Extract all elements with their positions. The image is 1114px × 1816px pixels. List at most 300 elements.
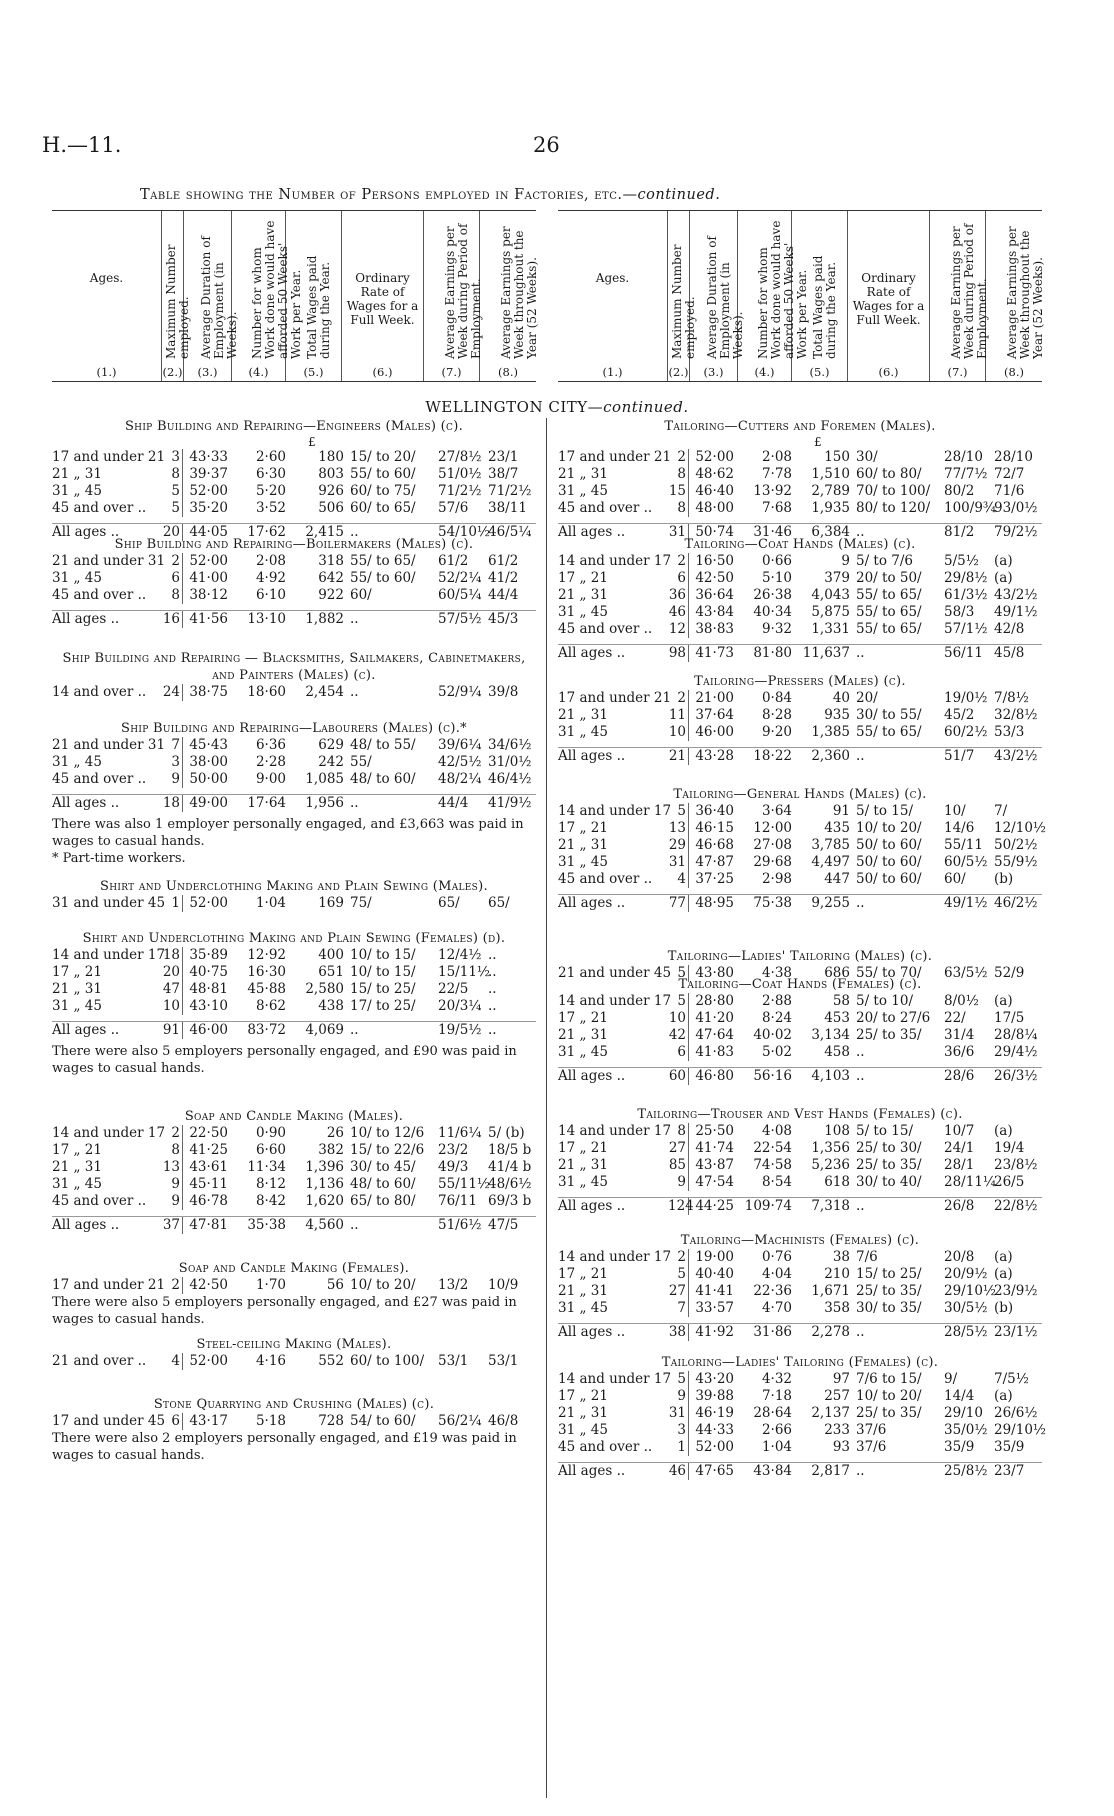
- cell-col-6: 70/ to 100/: [856, 483, 931, 499]
- cell-col-7: 36/6: [944, 1044, 975, 1060]
- cell-col-4: 5·10: [761, 570, 792, 586]
- cell-col-1: 31 and under 45: [52, 895, 166, 911]
- cell-col-3: 41·56: [189, 611, 228, 627]
- column-header-text: Average Earnings per Week during Period of Employment.: [442, 223, 483, 359]
- cell-col-1: 31 „ 45: [52, 483, 102, 499]
- cell-col-3: 47·87: [695, 854, 734, 870]
- column-header-text: Average Earnings per Week throughout the Year (52 Weeks).: [1005, 226, 1045, 359]
- cell-col-2: 31: [668, 1405, 689, 1422]
- cell-col-1: 45 and over ..: [52, 1193, 147, 1209]
- cell-col-7: 30/5½: [944, 1300, 988, 1316]
- section: [52, 1108, 536, 1238]
- cell-col-1: All ages ..: [52, 1022, 120, 1038]
- cell-col-7: 100/9¾: [944, 500, 996, 516]
- column-number: (2.): [668, 365, 689, 379]
- cell-col-3: 28·80: [695, 993, 734, 1009]
- cell-col-5: 11,637: [802, 645, 850, 661]
- cell-col-1: 31 „ 45: [558, 854, 608, 870]
- cell-col-2: 5: [162, 483, 183, 500]
- cell-col-1: 17 and under 21: [52, 449, 166, 465]
- column-header-label: [1006, 219, 1114, 359]
- cell-col-3: 43·80: [695, 965, 734, 981]
- table-row: [558, 707, 1042, 724]
- cell-col-2: 31: [668, 854, 689, 871]
- cell-col-2: 12: [668, 621, 689, 638]
- cell-col-1: 31 „ 45: [558, 1422, 608, 1438]
- cell-col-5: 2,580: [305, 981, 344, 997]
- cell-col-7: 54/10½: [438, 524, 490, 540]
- table-row: [558, 587, 1042, 604]
- cell-col-3: 37·64: [695, 707, 734, 723]
- table-row: [52, 1413, 536, 1430]
- column-header-label: Ages.: [595, 271, 630, 285]
- cell-col-3: 48·00: [695, 500, 734, 516]
- cell-col-4: 4·38: [761, 965, 792, 981]
- cell-col-2: 3: [668, 1422, 689, 1439]
- cell-col-3: 44·33: [695, 1422, 734, 1438]
- column-header-6: [848, 211, 930, 381]
- total-row: [52, 1021, 536, 1043]
- column-number: (4.): [754, 365, 775, 379]
- cell-col-5: 1,385: [811, 724, 850, 740]
- cell-col-8: (a): [994, 1388, 1013, 1404]
- cell-col-1: 14 and over ..: [52, 684, 147, 700]
- column-header-left: [52, 210, 539, 382]
- cell-col-6: 15/ to 25/: [856, 1266, 922, 1282]
- cell-col-4: 22·54: [753, 1140, 792, 1156]
- cell-col-5: 926: [318, 483, 344, 499]
- cell-col-4: 7·78: [761, 466, 792, 482]
- cell-col-3: 38·12: [189, 587, 228, 603]
- column-number: (8.): [1004, 365, 1024, 379]
- cell-col-1: 17 „ 21: [52, 964, 102, 980]
- cell-col-7: 10/7: [944, 1123, 975, 1139]
- table-row: [558, 483, 1042, 500]
- section-title: Ship Building and Repairing — Blacksmiths, Sailmakers, Cabinetmakers, and Painters (Males) (c).: [62, 651, 526, 683]
- cell-col-8: 38/11: [488, 500, 527, 516]
- section-rows: [558, 993, 1042, 1061]
- table-row: [558, 871, 1042, 888]
- cell-col-6: 48/ to 60/: [350, 771, 416, 787]
- cell-col-8: (a): [994, 553, 1013, 569]
- cell-col-4: 2·28: [255, 754, 286, 770]
- cell-col-3: 48·81: [189, 981, 228, 997]
- table-row: [558, 621, 1042, 638]
- cell-col-4: 4·08: [761, 1123, 792, 1139]
- section: [558, 1106, 1042, 1219]
- cell-col-3: 41·00: [189, 570, 228, 586]
- cell-col-7: 28/10: [944, 449, 983, 465]
- table-row: [52, 964, 536, 981]
- table-row: [52, 1142, 536, 1159]
- cell-col-5: 7,318: [811, 1198, 850, 1214]
- cell-col-2: 9: [162, 771, 183, 788]
- section-title: Tailoring—Pressers (Males) (c).: [694, 674, 906, 689]
- cell-col-3: 50·74: [695, 524, 734, 540]
- cell-col-8: ..: [488, 981, 497, 997]
- section: [52, 1396, 536, 1464]
- cell-col-5: 1,882: [305, 611, 344, 627]
- cell-col-1: 31 „ 45: [52, 998, 102, 1014]
- cell-col-1: 14 and under 17: [52, 947, 166, 963]
- cell-col-1: All ages ..: [558, 1068, 626, 1084]
- table-row: [558, 1123, 1042, 1140]
- cell-col-4: 31·86: [753, 1324, 792, 1340]
- cell-col-3: 52·00: [189, 483, 228, 499]
- section: [558, 1232, 1042, 1345]
- cell-col-1: 31 „ 45: [558, 604, 608, 620]
- cell-col-7: 14/6: [944, 820, 975, 836]
- cell-col-3: 46·15: [695, 820, 734, 836]
- cell-col-1: 14 and under 17: [558, 1371, 672, 1387]
- cell-col-6: ..: [350, 795, 359, 811]
- cell-col-2: 5: [668, 965, 689, 982]
- cell-col-1: 21 „ 31: [558, 1283, 608, 1299]
- cell-col-2: 46: [668, 1463, 689, 1480]
- section-rows: [52, 684, 536, 701]
- column-header-text: Maximum Number employed.: [669, 244, 697, 359]
- table-row: [52, 998, 536, 1015]
- cell-col-5: 1,935: [811, 500, 850, 516]
- table-row: [52, 947, 536, 964]
- cell-col-7: 28/11¼: [944, 1174, 996, 1190]
- cell-col-6: 55/ to 65/: [350, 553, 416, 569]
- cell-col-7: 52/2¼: [438, 570, 482, 586]
- cell-col-5: 4,069: [305, 1022, 344, 1038]
- cell-col-2: 3: [162, 754, 183, 771]
- cell-col-7: 23/2: [438, 1142, 469, 1158]
- table-row: [558, 854, 1042, 871]
- cell-col-8: (a): [994, 1249, 1013, 1265]
- section-rows: [52, 1353, 536, 1370]
- cell-col-5: 9,255: [811, 895, 850, 911]
- cell-col-6: 15/ to 25/: [350, 981, 416, 997]
- cell-col-7: 80/2: [944, 483, 975, 499]
- cell-col-5: 935: [824, 707, 850, 723]
- total-row: [558, 894, 1042, 916]
- cell-col-3: 19·00: [695, 1249, 734, 1265]
- cell-col-3: 47·64: [695, 1027, 734, 1043]
- section-rows: [558, 1371, 1046, 1456]
- cell-col-1: 31 „ 45: [52, 570, 102, 586]
- cell-col-5: 379: [824, 570, 850, 586]
- cell-col-8: 39/8: [488, 684, 519, 700]
- cell-col-3: 35·20: [189, 500, 228, 516]
- table-row: [558, 820, 1046, 837]
- cell-col-3: 52·00: [695, 1439, 734, 1455]
- cell-col-6: 80/ to 120/: [856, 500, 931, 516]
- section-rows: [558, 803, 1046, 888]
- cell-col-1: 45 and over ..: [558, 1439, 653, 1455]
- cell-col-7: 61/2: [438, 553, 469, 569]
- cell-col-3: 52·00: [189, 895, 228, 911]
- cell-col-7: 51/0½: [438, 466, 482, 482]
- cell-col-4: 18·60: [247, 684, 286, 700]
- table-row: [558, 1010, 1042, 1027]
- column-header-6: [342, 211, 424, 381]
- cell-col-1: All ages ..: [52, 795, 120, 811]
- cell-col-2: 13: [162, 1159, 183, 1176]
- table-row: [558, 604, 1042, 621]
- cell-col-7: 60/2½: [944, 724, 988, 740]
- column-header-5: [286, 211, 342, 381]
- column-header-7: [424, 211, 483, 381]
- table-row: [52, 483, 536, 500]
- cell-col-8: 23/1½: [994, 1324, 1038, 1340]
- cell-col-8: 69/3 b: [488, 1193, 532, 1209]
- column-number: (1.): [602, 365, 623, 379]
- column-header-7: [930, 211, 989, 381]
- column-header-1: [52, 211, 162, 381]
- section: [558, 976, 1042, 1089]
- cell-col-8: ..: [488, 1022, 497, 1038]
- cell-col-5: 618: [824, 1174, 850, 1190]
- cell-col-6: 55/ to 60/: [350, 466, 416, 482]
- cell-col-7: 29/10: [944, 1405, 983, 1421]
- cell-col-1: 21 „ 31: [558, 707, 608, 723]
- page-number: 26: [533, 133, 560, 157]
- cell-col-2: 5: [162, 500, 183, 517]
- cell-col-4: 0·66: [761, 553, 792, 569]
- unit-label: £: [308, 435, 316, 449]
- cell-col-6: 25/ to 30/: [856, 1140, 922, 1156]
- cell-col-2: 8: [162, 587, 183, 604]
- table-row: [558, 1044, 1042, 1061]
- cell-col-6: ..: [856, 1463, 865, 1479]
- cell-col-3: 52·00: [695, 449, 734, 465]
- cell-col-4: 13·92: [753, 483, 792, 499]
- cell-col-1: 45 and over ..: [52, 500, 147, 516]
- cell-col-3: 46·68: [695, 837, 734, 853]
- cell-col-5: 3,134: [811, 1027, 850, 1043]
- cell-col-6: 25/ to 35/: [856, 1027, 922, 1043]
- cell-col-5: 728: [318, 1413, 344, 1429]
- cell-col-5: 1,085: [305, 771, 344, 787]
- cell-col-3: 46·78: [189, 1193, 228, 1209]
- cell-col-4: 56·16: [753, 1068, 792, 1084]
- total-row: [558, 644, 1042, 666]
- cell-col-4: 1·70: [255, 1277, 286, 1293]
- section: [52, 1260, 536, 1328]
- cell-col-5: 180: [318, 449, 344, 465]
- table-row: [558, 1266, 1042, 1283]
- cell-col-6: 10/ to 12/6: [350, 1125, 425, 1141]
- cell-col-2: 24: [162, 684, 183, 701]
- cell-col-4: 12·92: [247, 947, 286, 963]
- column-number: (3.): [197, 365, 218, 379]
- cell-col-3: 49·00: [189, 795, 228, 811]
- column-header-right: [558, 210, 1045, 382]
- cell-col-1: 21 and under 31: [52, 553, 166, 569]
- cell-col-1: 21 and over ..: [52, 1353, 147, 1369]
- cell-col-4: 2·08: [761, 449, 792, 465]
- cell-col-4: 31·46: [753, 524, 792, 540]
- table-row: [558, 1157, 1042, 1174]
- cell-col-7: 51/6½: [438, 1217, 482, 1233]
- cell-col-6: 60/ to 75/: [350, 483, 416, 499]
- table-row: [52, 1353, 536, 1370]
- cell-col-3: 43·84: [695, 604, 734, 620]
- cell-col-6: 37/6: [856, 1422, 887, 1438]
- cell-col-8: (a): [994, 993, 1013, 1009]
- cell-col-2: 77: [668, 895, 689, 912]
- cell-col-7: 51/7: [944, 748, 975, 764]
- cell-col-1: All ages ..: [558, 895, 626, 911]
- cell-col-1: 17 and under 21: [558, 690, 672, 706]
- cell-col-7: 22/5: [438, 981, 469, 997]
- cell-col-7: 22/: [944, 1010, 966, 1026]
- cell-col-8: (a): [994, 1266, 1013, 1282]
- cell-col-2: 2: [668, 553, 689, 570]
- table-row: [52, 684, 536, 701]
- cell-col-3: 46·80: [695, 1068, 734, 1084]
- cell-col-2: 29: [668, 837, 689, 854]
- cell-col-4: 8·54: [761, 1174, 792, 1190]
- cell-col-7: 24/1: [944, 1140, 975, 1156]
- cell-col-3: 21·00: [695, 690, 734, 706]
- cell-col-2: 11: [668, 707, 689, 724]
- cell-col-2: 9: [668, 1388, 689, 1405]
- cell-col-7: 53/1: [438, 1353, 469, 1369]
- column-number: (7.): [441, 365, 462, 379]
- section-title: Stone Quarrying and Crushing (Males) (c).: [153, 1397, 435, 1412]
- cell-col-1: All ages ..: [558, 748, 626, 764]
- column-divider: [546, 418, 547, 1798]
- cell-col-2: 18: [162, 795, 183, 812]
- cell-col-5: 1,956: [305, 795, 344, 811]
- table-caption: [140, 187, 940, 203]
- cell-col-2: 27: [668, 1140, 689, 1157]
- cell-col-6: 25/ to 35/: [856, 1405, 922, 1421]
- cell-col-3: 42·50: [695, 570, 734, 586]
- column-header-text: Average Earnings per Week during Period of Employment.: [948, 223, 989, 359]
- cell-col-6: ..: [856, 895, 865, 911]
- cell-col-2: 5: [668, 803, 689, 820]
- table-row: [558, 1439, 1042, 1456]
- cell-col-2: 6: [162, 570, 183, 587]
- cell-col-1: 17 „ 21: [52, 1142, 102, 1158]
- cell-col-5: 2,278: [811, 1324, 850, 1340]
- cell-col-4: 0·76: [761, 1249, 792, 1265]
- table-row: [558, 1405, 1042, 1422]
- cell-col-5: 458: [824, 1044, 850, 1060]
- cell-col-8: 45/8: [994, 645, 1025, 661]
- cell-col-4: 81·80: [753, 645, 792, 661]
- section-rows: [52, 553, 536, 604]
- cell-col-2: 1: [668, 1439, 689, 1456]
- cell-col-4: 2·98: [761, 871, 792, 887]
- cell-col-2: 15: [668, 483, 689, 500]
- cell-col-5: 922: [318, 587, 344, 603]
- cell-col-2: 47: [162, 981, 183, 998]
- cell-col-4: 1·04: [255, 895, 286, 911]
- cell-col-2: 4: [668, 871, 689, 888]
- cell-col-2: 8: [668, 466, 689, 483]
- table-row: [52, 1277, 536, 1294]
- cell-col-3: 46·40: [695, 483, 734, 499]
- cell-col-2: 10: [668, 724, 689, 741]
- cell-col-5: 318: [318, 553, 344, 569]
- cell-col-7: 76/11: [438, 1193, 477, 1209]
- column-number: (4.): [248, 365, 269, 379]
- table-row: [52, 553, 536, 570]
- cell-col-6: 20/ to 27/6: [856, 1010, 931, 1026]
- cell-col-5: 1,331: [811, 621, 850, 637]
- cell-col-4: 5·18: [255, 1413, 286, 1429]
- cell-col-5: 4,560: [305, 1217, 344, 1233]
- cell-col-7: 11/6¼: [438, 1125, 482, 1141]
- table-row: [52, 895, 536, 912]
- cell-col-5: 803: [318, 466, 344, 482]
- cell-col-8: 50/2½: [994, 837, 1038, 853]
- column-header-text: Total Wages paid during the Year.: [810, 255, 838, 359]
- cell-col-2: 16: [162, 611, 183, 628]
- column-number: (7.): [947, 365, 968, 379]
- table-row: [558, 500, 1042, 517]
- cell-col-3: 39·88: [695, 1388, 734, 1404]
- cell-col-6: 60/: [350, 587, 372, 603]
- cell-col-1: 17 and under 45: [52, 1413, 166, 1429]
- column-number: (6.): [878, 365, 899, 379]
- total-row: [558, 1323, 1042, 1345]
- cell-col-7: 65/: [438, 895, 460, 911]
- cell-col-8: 53/1: [488, 1353, 519, 1369]
- cell-col-1: 14 and under 17: [558, 993, 672, 1009]
- cell-col-4: 8·28: [761, 707, 792, 723]
- section-rows: [52, 1413, 536, 1430]
- cell-col-5: 40: [832, 690, 850, 706]
- cell-col-2: 60: [668, 1068, 689, 1085]
- cell-col-6: 15/ to 20/: [350, 449, 416, 465]
- cell-col-2: 38: [668, 1324, 689, 1341]
- table-row: [52, 1176, 536, 1193]
- cell-col-4: 2·60: [255, 449, 286, 465]
- cell-col-2: 8: [668, 1123, 689, 1140]
- cell-col-5: 169: [318, 895, 344, 911]
- cell-col-7: 81/2: [944, 524, 975, 540]
- column-header-2: [162, 211, 191, 381]
- cell-col-7: 42/5½: [438, 754, 482, 770]
- cell-col-5: 56: [326, 1277, 344, 1293]
- cell-col-8: 55/9½: [994, 854, 1038, 870]
- cell-col-6: 30/ to 35/: [856, 1300, 922, 1316]
- column-header-4: [232, 211, 303, 381]
- cell-col-5: 1,356: [811, 1140, 850, 1156]
- unit-row: [558, 435, 1042, 449]
- cell-col-4: 6·36: [255, 737, 286, 753]
- cell-col-6: ..: [856, 1198, 865, 1214]
- cell-col-8: 7/5½: [994, 1371, 1029, 1387]
- cell-col-4: 5·02: [761, 1044, 792, 1060]
- cell-col-5: 1,671: [811, 1283, 850, 1299]
- table-row: [558, 553, 1042, 570]
- column-number: (5.): [809, 365, 830, 379]
- table-row: [52, 500, 536, 517]
- cell-col-8: 72/7: [994, 466, 1025, 482]
- cell-col-5: 686: [824, 965, 850, 981]
- total-row: [558, 1067, 1042, 1089]
- cell-col-8: 61/2: [488, 553, 519, 569]
- cell-col-7: 52/9¼: [438, 684, 482, 700]
- cell-col-7: 56/2¼: [438, 1413, 482, 1429]
- cell-col-7: 25/8½: [944, 1463, 988, 1479]
- cell-col-4: 4·04: [761, 1266, 792, 1282]
- cell-col-3: 37·25: [695, 871, 734, 887]
- cell-col-3: 50·00: [189, 771, 228, 787]
- cell-col-1: 17 „ 21: [558, 820, 608, 836]
- total-row: [52, 610, 536, 632]
- table-row: [52, 570, 536, 587]
